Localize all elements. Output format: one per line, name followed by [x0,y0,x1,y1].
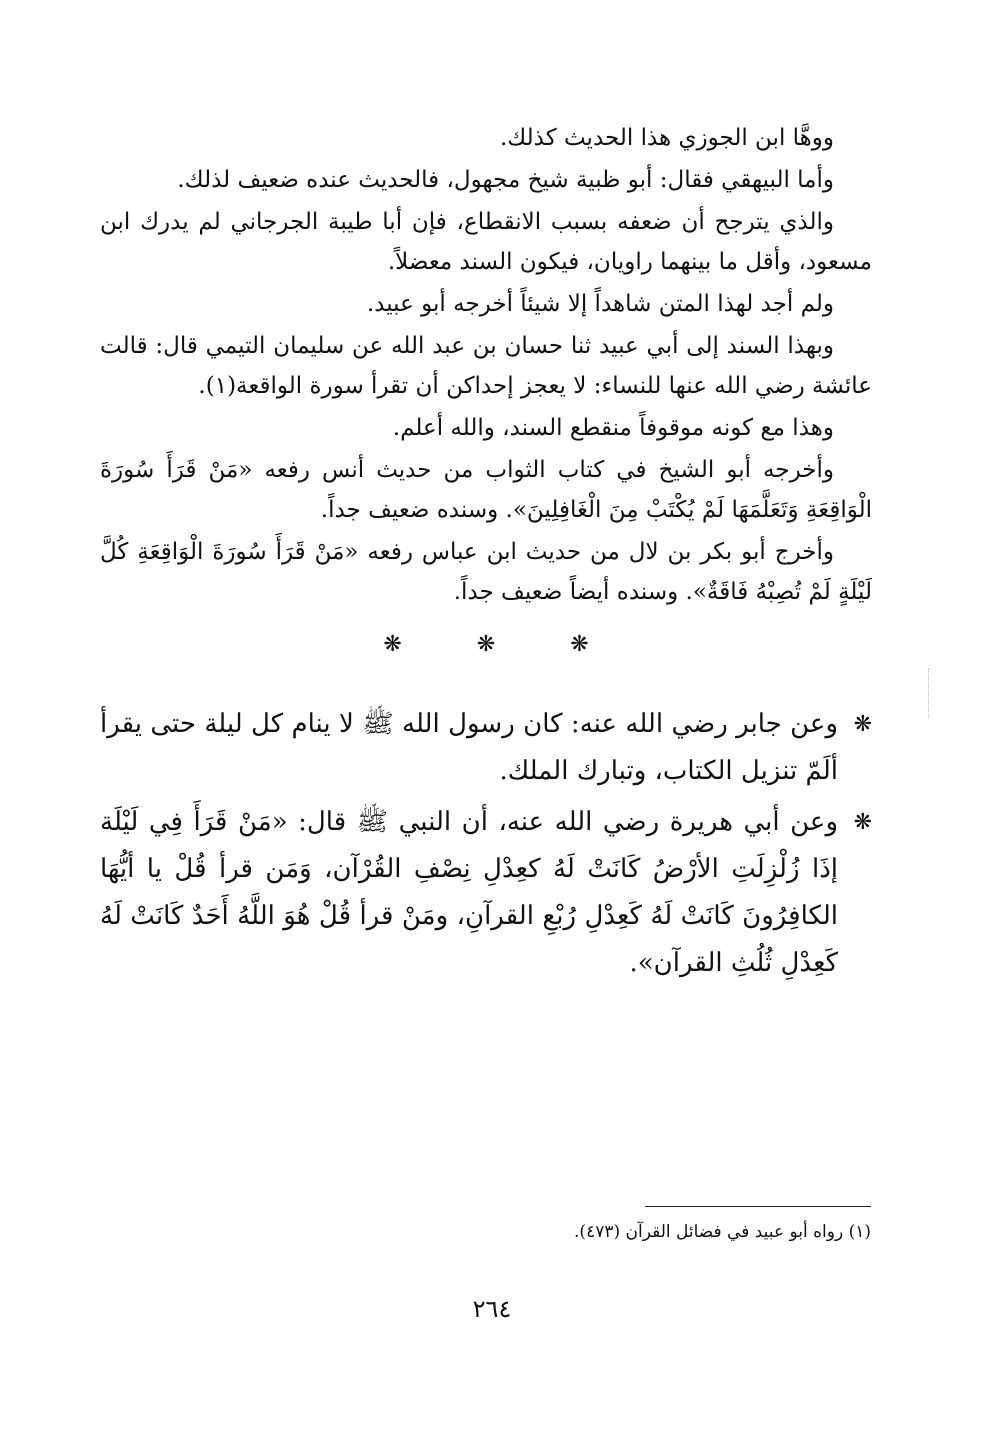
paragraph-4: ولم أجد لهذا المتن شاهداً إلا شيئاً أخرجه أبو عبيد. [366,291,834,317]
star-ornament-icon: ❋ [383,632,402,657]
paragraph-8: وأخرج أبو بكر بن لال من حديث ابن عباس رفعه «مَنْ قَرَأَ سُورَةَ الْوَاقِعَةِ كُلَّ لَيْلَةٍ لَمْ تُصِبْهُ فَاقَةٌ». وسنده أيضاً ضعيف جداً. [100,539,872,605]
hadith-1-text: وعن جابر رضي الله عنه: كان رسول الله ﷺ لا ينام كل ليلة حتى يقرأ ألَمّ تنزيل الكتاب، وتبارك الملك. [100,709,838,786]
page-body [100,118,872,991]
scan-edge-marks [928,668,933,718]
section-separator [100,632,872,657]
paragraph-3: والذي يترجح أن ضعفه بسبب الانقطاع، فإن أبا طيبة الجرجاني لم يدرك ابن مسعود، وأقل ما بينهما راويان، فيكون السند معضلاً. [100,209,872,275]
star-bullet-icon: ❋ [853,810,872,835]
footnote-divider [645,1206,871,1207]
paragraph-1: ووهَّا ابن الجوزي هذا الحديث كذلك. [499,125,834,151]
star-ornament-icon: ❋ [476,632,496,657]
paragraph-6: وهذا مع كونه موقوفاً منقطع السند، والله أعلم. [392,415,834,441]
paragraph-5: وبهذا السند إلى أبي عبيد ثنا حسان بن عبد الله عن سليمان التيمي قال: قالت عائشة رضي الله عنها للنساء: لا يعجز إحداكن أن تقرأ سورة الواقعة(١). [100,333,872,399]
hadith-2-text: وعن أبي هريرة رضي الله عنه، أن النبي ﷺ قال: «مَنْ قَرَأَ فِي لَيْلَة إذَا زُلْزِلَتِ الأرْضُ كَانَتْ لَهُ كعِدْلِ نِصْفِ القُرْآن، وَمَن قرأ قُلْ يا أيُّهَا الكافِرُونَ كَانَتْ لَهُ كَعِدْلِ رُبْعِ القرآنِ، ومَنْ قرأ قُلْ هُوَ اللَّهُ أَحَدٌ كَانَتْ لَهُ كَعِدْلِ ثُلُثِ القرآن». [100,807,838,978]
page-number: ٢٦٤ [472,1295,512,1323]
star-ornament-icon: ❋ [570,632,589,657]
paragraph-2: وأما البيهقي فقال: أبو ظبية شيخ مجهول، فالحديث عنده ضعيف لذلك. [177,167,834,193]
hadith-1 [100,701,872,795]
hadith-2 [100,799,872,987]
paragraph-7: وأخرجه أبو الشيخ في كتاب الثواب من حديث أنس رفعه «مَنْ قَرَأَ سُورَةَ الْوَاقِعَةِ وَتَعَلَّمَهَا لَمْ يُكْتَبْ مِنَ الْغَافِلِينَ». وسنده ضعيف جداً. [100,457,872,523]
star-bullet-icon: ❋ [853,712,872,737]
footnote: (١) رواه أبو عبيد في فضائل القرآن (٤٧٣). [574,1222,871,1242]
